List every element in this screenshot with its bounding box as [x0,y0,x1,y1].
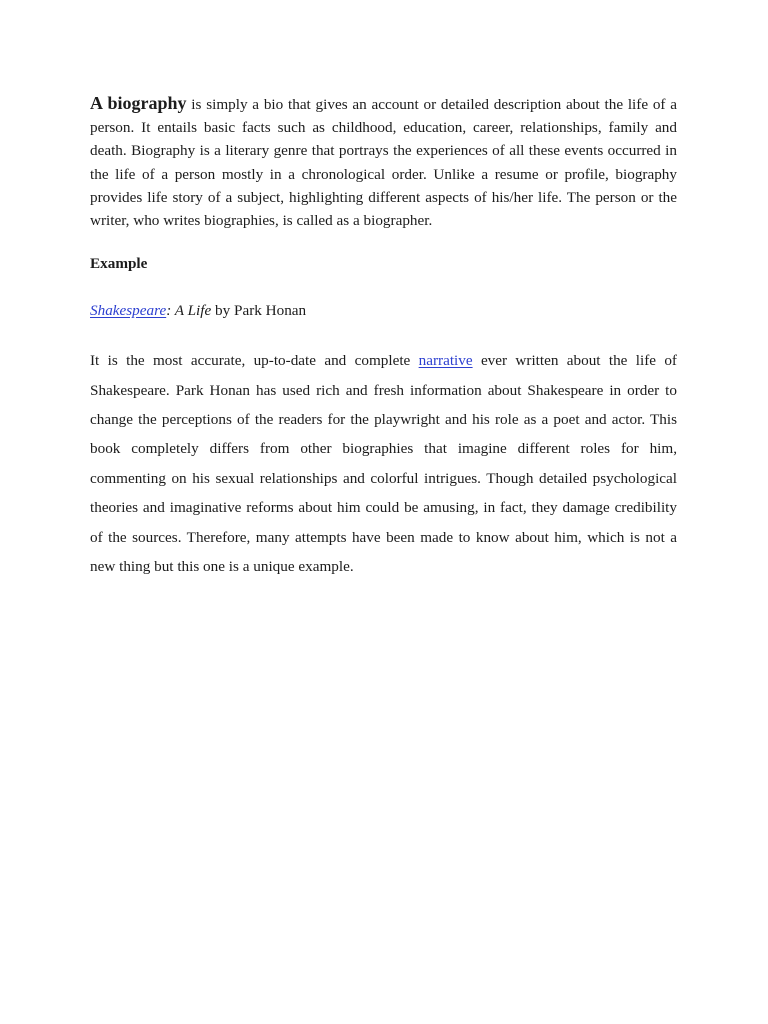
intro-lead-term: A biography [90,93,187,113]
body-text-rest: ever written about the life of Shakespeare. Park Honan has used rich and fresh information about Shakespeare in order to change the perceptions of the readers for the playwright and his role as a poet and actor. This book completely differs from other biographies that imagine different roles for him, commenting on his sexual relationships and colorful intrigues. Though detailed psychological theories and imaginative reforms about him could be amusing, in fact, they damage credibility of the sources. Therefore, many attempts have been made to know about him, which is not a new thing but this one is a unique example. [90,352,677,576]
shakespeare-link[interactable]: Shakespeare [90,302,167,320]
body-text-start: It is the most accurate, up-to-date and complete [90,352,419,370]
intro-paragraph [90,92,677,232]
book-title-line [90,299,677,322]
example-description-paragraph [90,346,677,581]
book-author: by Park Honan [211,302,307,320]
document-content [90,92,677,581]
intro-text: is simply a bio that gives an account or detailed description about the life of a person. It entails basic facts such as childhood, education, career, relationships, family and death. Biography is a literary genre that portrays the experiences of all these events occurred in the life of a person mostly in a chronological order. Unlike a resume or profile, biography provides life story of a subject, highlighting different aspects of his/her life. The person or the writer, who writes biographies, is called as a biographer. [90,96,678,230]
example-heading: Example [90,255,148,273]
book-subtitle: : A Life [166,302,212,320]
narrative-link[interactable]: narrative [418,352,473,370]
